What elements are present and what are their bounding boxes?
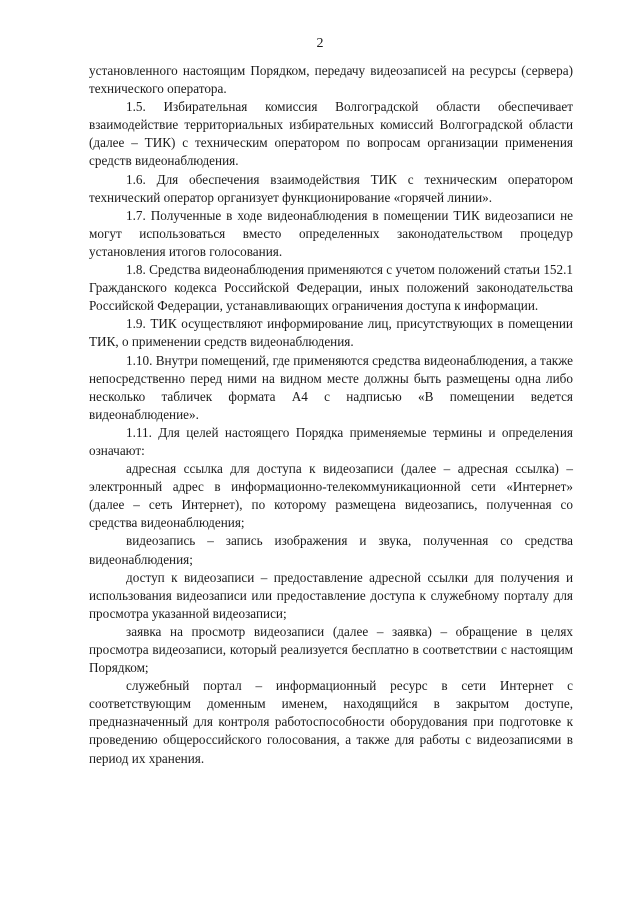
paragraph-continued: установленного настоящим Порядком, передачу видеозаписей на ресурсы (сервера) технического оператора. <box>89 63 573 97</box>
definition-access: доступ к видеозаписи – предоставление адресной ссылки для получения и использования видеозаписи или предоставление доступа к служебному порталу для просмотра указанной видеозаписи; <box>89 569 573 621</box>
definition-request: заявка на просмотр видеозаписи (далее – заявка) – обращение в целях просмотра видеозаписи, который реализуется бесплатно в соответствии с настоящим Порядком; <box>89 623 573 676</box>
paragraph-1-5: 1.5. Избирательная комиссия Волгоградской области обеспечивает взаимодействие территориальных избирательных комиссий Волгоградской области (далее – ТИК) с техническим оператором по вопросам организации применения средств видеонаблюдения. <box>89 99 573 169</box>
paragraph-1-8: 1.8. Средства видеонаблюдения применяются с учетом положений статьи 152.1 Гражданского кодекса Российской Федерации, иных положений законодательства Российской Федерации, устанавливающих ограничения доступа к информации. <box>89 262 573 314</box>
definition-service-portal: служебный портал – информационный ресурс в сети Интернет с соответствующим доменным именем, находящийся в закрытом доступе, предназначенный для контроля работоспособности оборудования при подготовке к проведению общероссийского голосования, а также для работы с видеозаписями в период их хранения. <box>89 678 573 766</box>
definition-video-recording: видеозапись – запись изображения и звука, полученная со средства видеонаблюдения; <box>89 533 573 567</box>
paragraph-1-7: 1.7. Полученные в ходе видеонаблюдения в помещении ТИК видеозаписи не могут использоваться вместо определенных законодательством процедур установления итогов голосования. <box>89 207 573 259</box>
page-number: 2 <box>316 36 324 51</box>
paragraph-1-10: 1.10. Внутри помещений, где применяются средства видеонаблюдения, а также непосредственно перед ними на видном месте должны быть размещены одна либо несколько табличек формата А4 с надписью «В помещении ведется видеонаблюдение». <box>89 352 573 422</box>
paragraph-1-6: 1.6. Для обеспечения взаимодействия ТИК с техническим оператором технический оператор организует функционирование «горячей линии». <box>89 171 573 205</box>
paragraph-1-11: 1.11. Для целей настоящего Порядка применяемые термины и определения означают: <box>89 424 573 458</box>
document-body <box>89 62 573 768</box>
paragraph-1-9: 1.9. ТИК осуществляют информирование лиц, присутствующих в помещении ТИК, о применении средств видеонаблюдения. <box>89 316 573 350</box>
definition-address-link: адресная ссылка для доступа к видеозаписи (далее – адресная ссылка) – электронный адрес в информационно-телекоммуникационной сети «Интернет» (далее – сеть Интернет), по которому размещена видеозапись, полученная со средства видеонаблюдения; <box>89 461 573 531</box>
